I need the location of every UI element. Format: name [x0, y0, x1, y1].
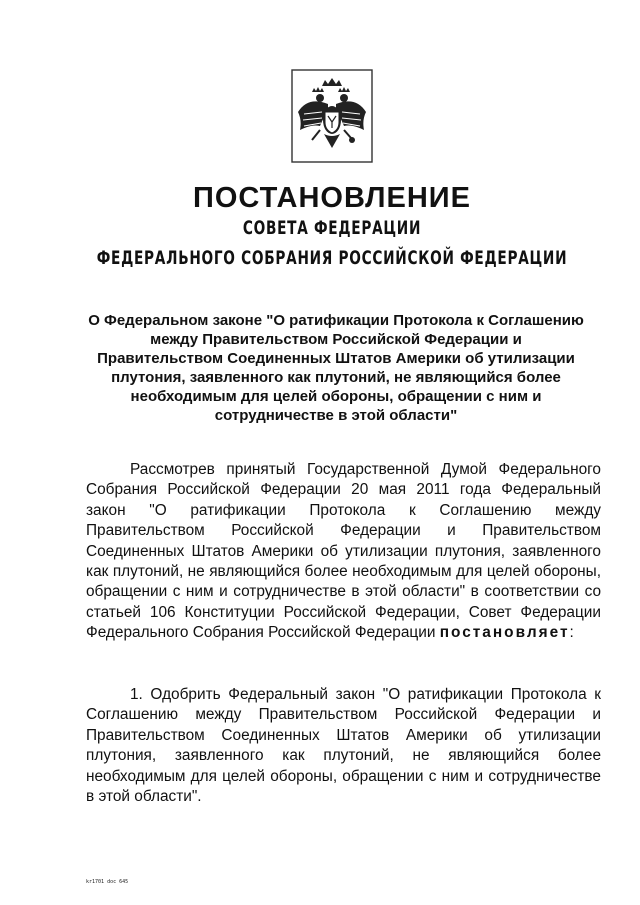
document-subtitle-assembly: ФЕДЕРАЛЬНОГО СОБРАНИЯ РОССИЙСКОЙ ФЕДЕРАЦИИ: [96, 247, 568, 269]
coat-of-arms-icon: [290, 68, 374, 164]
resolution-preamble-text: Рассмотрев принятый Государственной Думой Федерального Собрания Российской Федерации 20 мая 2011 года Федеральный закон "О ратификации Протокола к Соглашению между Правительством Российской Федерации и Правительством Соединенных Штатов Америки об утилизации плутония, заявленного как плутоний, не являющийся более необходимым для целей обороны, обращении с ним и сотрудничестве в этой области" в соответствии со статьей 106 Конституции Российской Федерации, Совет Федерации Федерального Собрания Российской Федерации: [86, 461, 601, 642]
resolution-verb: постановляет: [439, 624, 570, 642]
footer-document-code: kr1701 doc 645: [86, 879, 129, 885]
resolution-preamble: [86, 460, 601, 644]
resolution-preamble-end: :: [569, 624, 574, 642]
resolution-item-1: 1. Одобрить Федеральный закон "О ратификации Протокола к Соглашению между Правительством Российской Федерации и Правительством Соединенных Штатов Америки об утилизации плутония, заявленного как плутоний, не являющийся более необходимым для целей обороны, обращении с ним и сотрудничестве в этой области".: [86, 686, 601, 806]
document-title: ПОСТАНОВЛЕНИЕ: [193, 182, 471, 214]
document-heading: О Федеральном законе "О ратификации Протокола к Соглашению между Правительством Российской Федерации и Правительством Соединенных Штатов Америки об утилизации плутония, заявленного как плутоний, не являющийся более необходимым для целей обороны, обращении с ним и сотрудничестве в этой области": [88, 312, 584, 424]
document-subtitle-council: СОВЕТА ФЕДЕРАЦИИ: [242, 217, 422, 239]
